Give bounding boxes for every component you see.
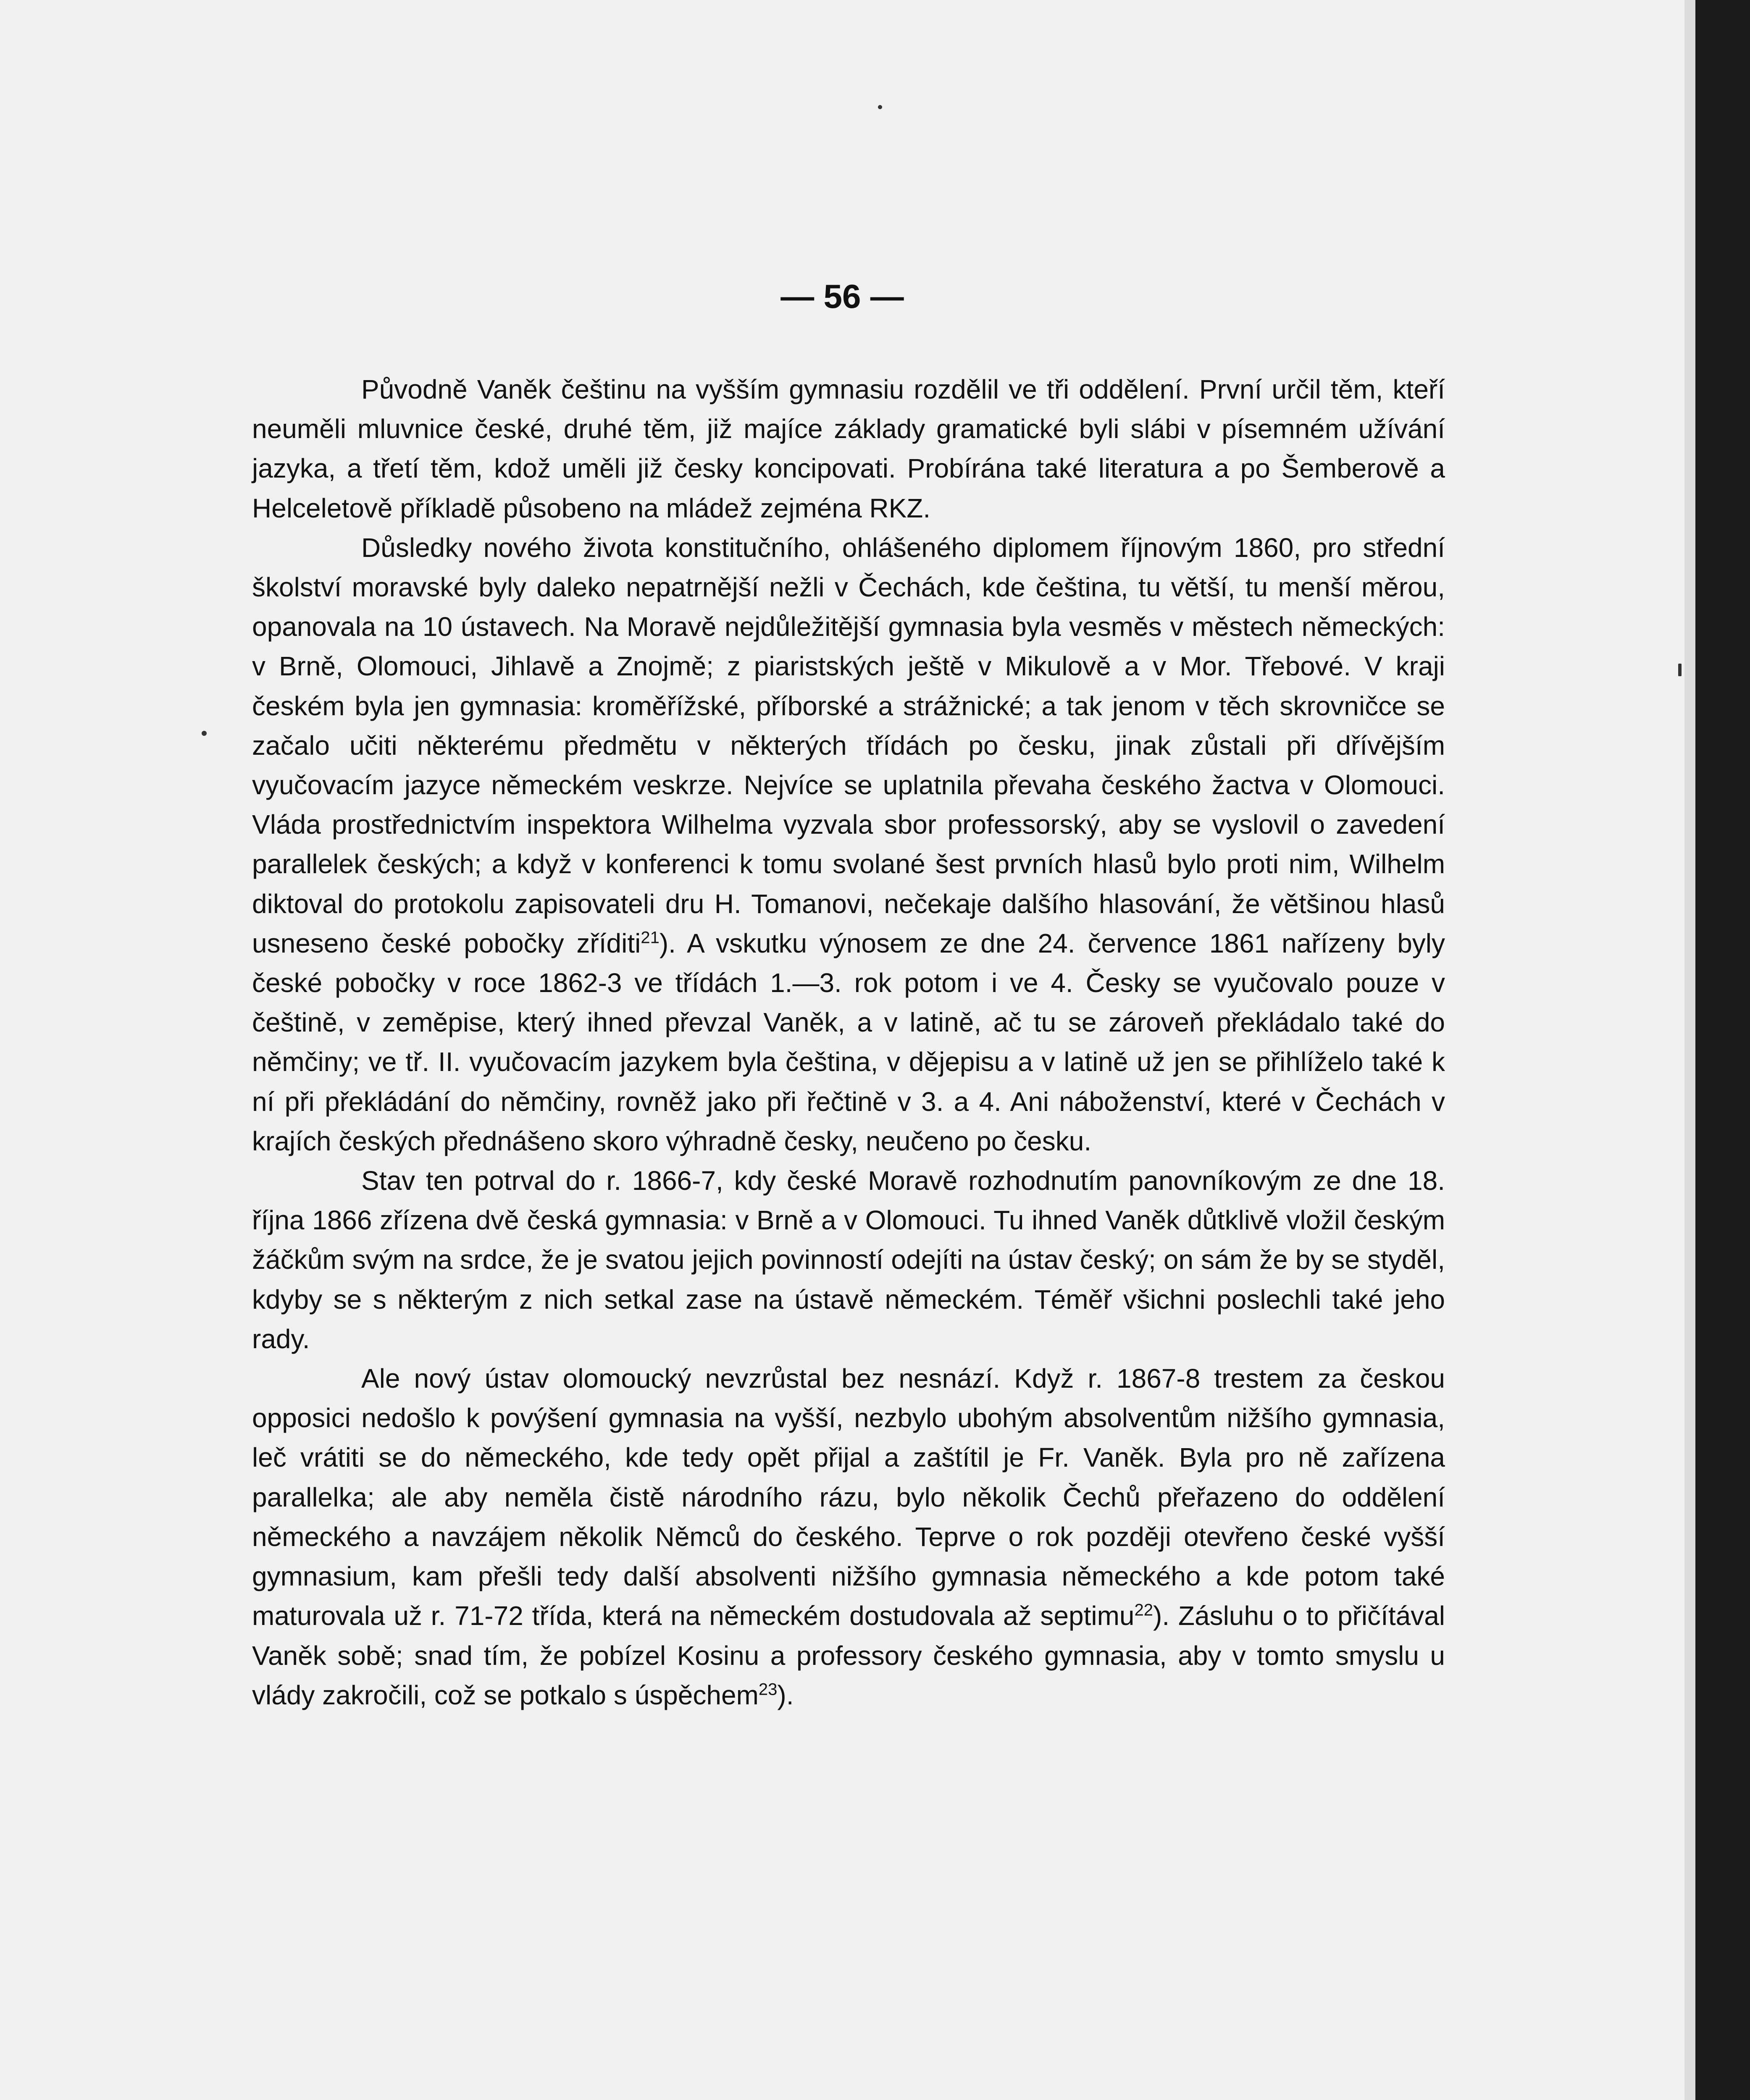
paragraph-text: ). A vskutku výnosem ze dne 24. července 1861 nařízeny byly české pobočky v roce 1862-3 ve třídách 1.—3. rok potom i ve 4. Česky se vyučovalo pouze v češtině, v zeměpise, který ihned převzal Vaněk, a v latině, ač tu se zároveň překládalo také do němčiny; ve tř. II. vyučovacím jazykem byla čeština, v dějepisu a v latině už jen se přihlíželo také k ní při překládání do němčiny, rovněž jako při řečtině v 3. a 4. Ani náboženství, které v Čechách v krajích českých přednášeno skoro výhradně česky, neučeno po česku. [252, 928, 1445, 1156]
body-text [252, 370, 1445, 1715]
page-number: — 56 — [780, 278, 904, 315]
footnote-ref-22: 22 [1134, 1601, 1153, 1620]
paragraph-text: Původně Vaněk češtinu na vyšším gymnasiu rozdělil ve tři oddělení. První určil těm, kteří neuměli mluvnice české, druhé těm, již majíce základy gramatické byli slábi v písemném užívání jazyka, a třetí těm, kdož uměli již česky koncipovati. Probírána také literatura a po Šemberově a Helceletově příkladě působeno na mládež zejména RKZ. [252, 374, 1445, 523]
paragraph-text: Stav ten potrval do r. 1866-7, kdy české Moravě rozhodnutím panovníkovým ze dne 18. října 1866 zřízena dvě česká gymnasia: v Brně a v Olomouci. Tu ihned Vaněk důtklivě vložil českým žáčkům svým na srdce, že je svatou jejich povinností odejíti na ústav český; on sám že by se styděl, kdyby se s některým z nich setkal zase na ústavě německém. Téměř všichni poslechli také jeho rady. [252, 1166, 1445, 1354]
paragraph-4 [252, 1359, 1445, 1715]
paragraph-text: ). Zásluhu o to přičítával Vaněk sobě; snad tím, že pobízel Kosinu a professory českého gymnasia, aby v tomto smyslu u vlády zakročili, což se potkalo s úspěchem [252, 1601, 1445, 1710]
paragraph-3 [252, 1161, 1445, 1359]
footnote-ref-23: 23 [758, 1680, 778, 1699]
footnote-ref-21: 21 [641, 928, 660, 947]
paragraph-text: Ale nový ústav olomoucký nevzrůstal bez nesnází. Když r. 1867-8 trestem za českou opposici nedošlo k povýšení gymnasia na vyšší, nezbylo ubohým absolventům nižšího gymnasia, leč vrátiti se do německého, kde tedy opět přijal a zaštítil je Fr. Vaněk. Byla pro ně zařízena parallelka; ale aby neměla čistě národního rázu, bylo několik Čechů přeřazeno do oddělení německého a navzájem několik Němců do českého. Teprve o rok později otevřeno české vyšší gymnasium, kam přešli tedy další absolventi nižšího gymnasia německého a kde potom také maturovala už r. 71-72 třída, která na německém dostudovala až septimu [252, 1363, 1445, 1631]
paragraph-text: ). [777, 1680, 794, 1710]
paragraph-2 [252, 528, 1445, 1161]
paragraph-1 [252, 370, 1445, 528]
paragraph-text: Důsledky nového života konstitučního, ohlášeného diplomem říjnovým 1860, pro střední školství moravské byly daleko nepatrnější nežli v Čechách, kde čeština, tu větší, tu menší měrou, opanovala na 10 ústavech. Na Moravě nejdůležitější gymnasia byla vesměs v městech německých: v Brně, Olomouci, Jihlavě a Znojmě; z piaristských ještě v Mikulově a v Mor. Třebové. V kraji českém byla jen gymnasia: kroměřížské, příborské a strážnické; a tak jenom v těch skrovničce se začalo učiti některému předmětu v některých třídách po česku, jinak zůstali při dřívějším vyučovacím jazyce německém veskrze. Nejvíce se uplatnila převaha českého žactva v Olomouci. Vláda prostřednictvím inspektora Wilhelma vyzvala sbor professorský, aby se vyslovil o zavedení parallelek českých; a když v konferenci k tomu svolané šest prvních hlasů bylo proti nim, Wilhelm diktoval do protokolu zapisovateli dru H. Tomanovi, nečekaje dalšího hlasování, že většinou hlasů usneseno české pobočky zříditi [252, 532, 1445, 958]
scan-speck [202, 731, 207, 736]
scan-speck [1678, 664, 1682, 676]
scan-edge-light [1684, 0, 1695, 2100]
scan-speck [878, 105, 882, 109]
